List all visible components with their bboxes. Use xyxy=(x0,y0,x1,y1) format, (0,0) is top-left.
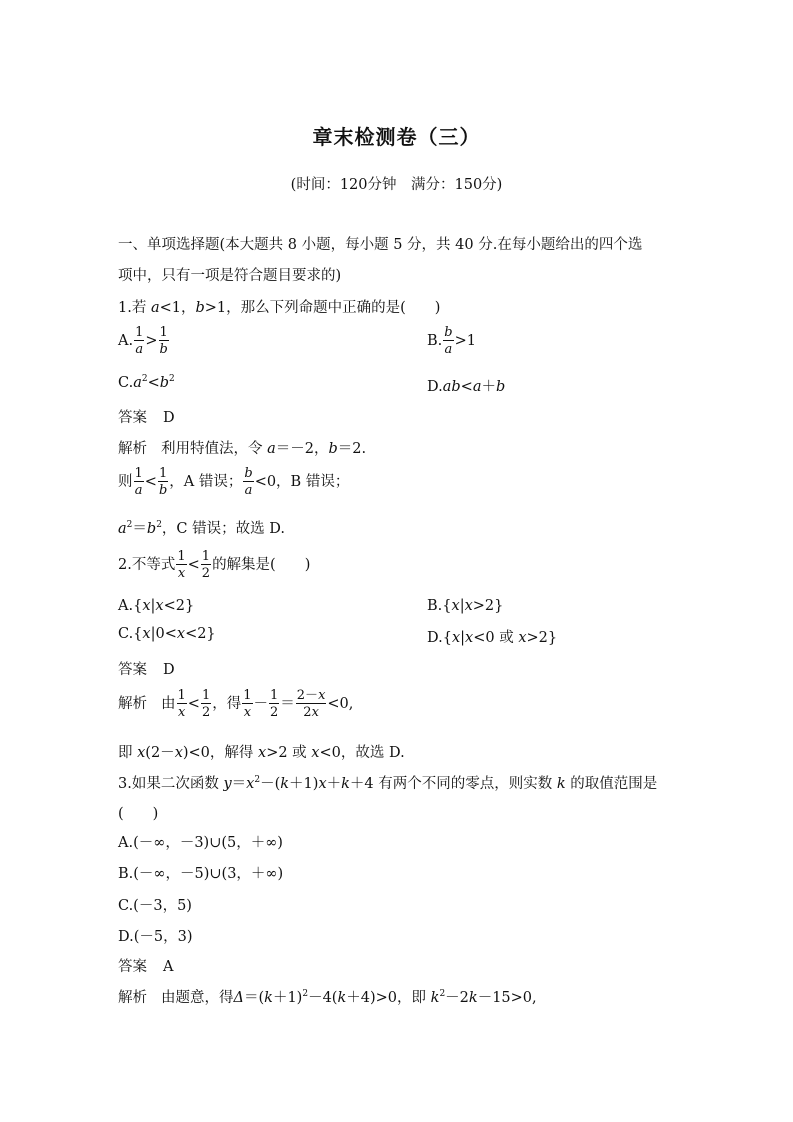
text: 1.若 xyxy=(118,300,151,316)
denominator: 2 xyxy=(201,705,211,720)
var: x xyxy=(518,630,527,646)
var: x xyxy=(155,598,164,614)
text: >2} xyxy=(526,630,558,646)
answer-label: 答案 xyxy=(118,410,147,426)
text: |0< xyxy=(150,626,177,642)
var: a xyxy=(267,441,276,457)
text: －15>0, xyxy=(477,990,537,1006)
operator: > xyxy=(145,333,158,349)
var: x xyxy=(174,745,183,761)
q2-analysis-line1 xyxy=(118,689,353,719)
var: k xyxy=(264,990,273,1006)
text: ，C 错误；故选 D. xyxy=(161,521,285,537)
exponent: 2 xyxy=(141,374,148,384)
text: ＋1) xyxy=(272,990,303,1006)
fraction xyxy=(201,689,211,719)
answer-value: D xyxy=(163,662,175,678)
text: A.{ xyxy=(118,598,143,614)
q1-analysis-line3 xyxy=(118,517,285,538)
text: －2 xyxy=(445,990,469,1006)
text: 则 xyxy=(118,474,133,490)
text: | xyxy=(150,598,156,614)
text: B.{ xyxy=(427,598,452,614)
text: <2} xyxy=(185,626,216,642)
fraction xyxy=(134,326,144,356)
text: －4( xyxy=(308,990,338,1006)
option-label: D. xyxy=(427,379,443,395)
denominator: b xyxy=(159,342,168,357)
numerator: 1 xyxy=(135,325,144,340)
q1-option-d xyxy=(427,375,505,396)
operator: < xyxy=(187,557,200,573)
q3-stem-line2: ( ) xyxy=(118,806,159,822)
fraction xyxy=(134,467,144,497)
var: x xyxy=(176,626,186,642)
var: ab xyxy=(442,379,461,395)
text: | xyxy=(460,630,466,646)
section-heading-line1: 一、单项选择题(本大题共 8 小题，每小题 5 分，共 40 分.在每小题给出的四个选 xyxy=(118,237,643,253)
numerator: 1 xyxy=(243,688,252,703)
numerator: b xyxy=(244,466,253,481)
var: k xyxy=(430,990,440,1006)
operator: － xyxy=(253,696,268,712)
numerator: 1 xyxy=(201,688,211,703)
operator: < xyxy=(460,379,473,395)
answer-value: D xyxy=(163,410,175,426)
var: k xyxy=(280,776,290,792)
text: )<0，解得 xyxy=(182,745,259,761)
text: <0 或 xyxy=(473,630,519,646)
var: x xyxy=(137,745,146,761)
denominator: 2 xyxy=(270,705,279,720)
numerator: 1 xyxy=(158,466,168,481)
text: (2－ xyxy=(145,745,175,761)
var: b xyxy=(328,441,338,457)
denominator: b xyxy=(158,483,168,498)
var: k xyxy=(337,990,347,1006)
var: a xyxy=(472,379,482,395)
analysis-label: 解析 xyxy=(118,696,147,712)
text: －( xyxy=(260,776,281,792)
q1-option-b xyxy=(427,326,476,356)
denominator: x xyxy=(243,705,252,720)
numerator: 1 xyxy=(177,549,186,564)
page-title: 章末检测卷（三） xyxy=(312,125,481,149)
answer-value: A xyxy=(163,959,174,975)
text: C.{ xyxy=(118,626,143,642)
answer-label: 答案 xyxy=(118,662,147,678)
fraction xyxy=(159,326,169,356)
fraction xyxy=(242,689,252,719)
var: x xyxy=(318,688,326,703)
fraction xyxy=(158,467,168,497)
text: 2.不等式 xyxy=(118,557,176,573)
var: x xyxy=(318,776,327,792)
numerator: 1 xyxy=(270,688,279,703)
text: | xyxy=(459,598,465,614)
text: <2} xyxy=(163,598,195,614)
operator: ＝ xyxy=(280,696,295,712)
var: b xyxy=(159,375,170,391)
q1-answer xyxy=(118,406,175,427)
var: x xyxy=(464,598,473,614)
text: 3.如果二次函数 xyxy=(118,776,224,792)
text: >1，那么下列命题中正确的是( ) xyxy=(204,300,441,316)
q3-analysis xyxy=(118,986,537,1007)
var: a xyxy=(133,375,142,391)
var: x xyxy=(451,630,461,646)
text: 的解集是( ) xyxy=(212,557,311,573)
var: b xyxy=(495,379,506,395)
exponent: 2 xyxy=(169,374,175,384)
q1-option-c xyxy=(118,375,175,391)
option-label: A. xyxy=(118,333,134,349)
var: x xyxy=(311,745,320,761)
denominator: a xyxy=(244,483,253,498)
q2-option-b xyxy=(427,598,503,614)
exponent: 2 xyxy=(302,989,309,999)
numerator: b xyxy=(444,325,453,340)
text: ＋1) xyxy=(289,776,319,792)
var: a xyxy=(150,300,160,316)
var: k xyxy=(468,990,478,1006)
var: y xyxy=(223,776,232,792)
var: x xyxy=(246,776,255,792)
answer-label: 答案 xyxy=(118,959,147,975)
var: x xyxy=(142,626,151,642)
q2-analysis-line2 xyxy=(118,741,405,762)
q3-option-d: D.(－5，3) xyxy=(118,929,193,945)
q2-option-c xyxy=(118,626,216,642)
q2-option-a xyxy=(118,598,194,614)
denominator: x xyxy=(177,705,186,720)
text: ＋4)>0，即 xyxy=(346,990,431,1006)
denominator: 2 xyxy=(201,566,211,581)
q3-option-b: B.(－∞，－5)∪(3，＋∞) xyxy=(118,866,284,882)
q1-option-a xyxy=(118,326,170,356)
var: Δ xyxy=(233,990,244,1006)
var: x xyxy=(311,705,319,720)
text: 利用特值法，令 xyxy=(161,441,268,457)
numerator: 1 xyxy=(201,549,211,564)
text: >2} xyxy=(472,598,504,614)
text: ＋4 有两个不同的零点，则实数 xyxy=(349,776,557,792)
q3-stem xyxy=(118,772,657,793)
numerator: 1 xyxy=(177,688,186,703)
text: <0，故选 D. xyxy=(319,745,405,761)
operator: < xyxy=(144,474,157,490)
exponent: 2 xyxy=(439,989,446,999)
text: <1， xyxy=(159,300,196,316)
operator: < xyxy=(147,375,160,391)
fraction xyxy=(443,326,453,356)
q1-stem xyxy=(118,296,440,317)
text: <0, xyxy=(327,696,354,712)
text: >2 或 xyxy=(266,745,312,761)
operator: < xyxy=(187,696,200,712)
denominator: a xyxy=(135,342,144,357)
var: k xyxy=(341,776,350,792)
text: ＝2. xyxy=(337,441,367,457)
option-label: B. xyxy=(427,333,443,349)
var: x xyxy=(258,745,267,761)
q1-analysis-line2 xyxy=(118,467,349,497)
exam-info: (时间：120分钟 满分：150分) xyxy=(290,177,503,193)
section-heading-line2: 项中，只有一项是符合题目要求的) xyxy=(118,268,342,284)
fraction xyxy=(177,689,187,719)
text: 即 xyxy=(118,745,138,761)
fraction xyxy=(201,550,211,580)
var: x xyxy=(451,598,460,614)
q3-answer xyxy=(118,955,173,976)
q2-option-d xyxy=(427,626,557,647)
exponent: 2 xyxy=(126,520,133,530)
exponent: 2 xyxy=(156,520,162,530)
operator: ＝ xyxy=(132,521,147,537)
denominator: x xyxy=(177,566,186,581)
text: ＋ xyxy=(326,776,342,792)
fraction xyxy=(176,550,186,580)
analysis-label: 解析 xyxy=(118,441,147,457)
denominator: a xyxy=(134,483,143,498)
text: >1 xyxy=(454,333,476,349)
numerator: 1 xyxy=(134,466,143,481)
text: ＝－2， xyxy=(275,441,329,457)
q2-answer xyxy=(118,658,175,679)
fraction xyxy=(243,467,253,497)
text: ，A 错误； xyxy=(169,474,243,490)
q1-analysis-line1 xyxy=(118,437,366,458)
text: 由题意，得 xyxy=(161,990,234,1006)
text: ，得 xyxy=(212,696,242,712)
text: 由 xyxy=(161,696,176,712)
text: D.{ xyxy=(427,630,452,646)
q3-option-c: C.(－3，5) xyxy=(118,898,192,914)
fraction xyxy=(269,689,279,719)
text: ＝( xyxy=(243,990,265,1006)
q2-stem xyxy=(118,550,310,580)
var: b xyxy=(146,521,157,537)
exponent: 2 xyxy=(254,775,261,785)
var: x xyxy=(465,630,474,646)
denominator: 2 xyxy=(303,705,312,720)
text: 的取值范围是 xyxy=(565,776,658,792)
operator: ＋ xyxy=(481,379,496,395)
text: <0，B 错误； xyxy=(254,474,350,490)
var: k xyxy=(556,776,566,792)
analysis-label: 解析 xyxy=(118,990,147,1006)
denominator: a xyxy=(444,342,453,357)
operator: ＝ xyxy=(231,776,247,792)
fraction xyxy=(296,689,327,719)
var: x xyxy=(142,598,151,614)
q3-option-a: A.(－∞，－3)∪(5，＋∞) xyxy=(118,835,283,851)
option-label: C. xyxy=(118,375,134,391)
numerator: 1 xyxy=(159,325,168,340)
var: b xyxy=(195,300,205,316)
numerator: 2－ xyxy=(296,688,319,703)
var: a xyxy=(118,521,127,537)
